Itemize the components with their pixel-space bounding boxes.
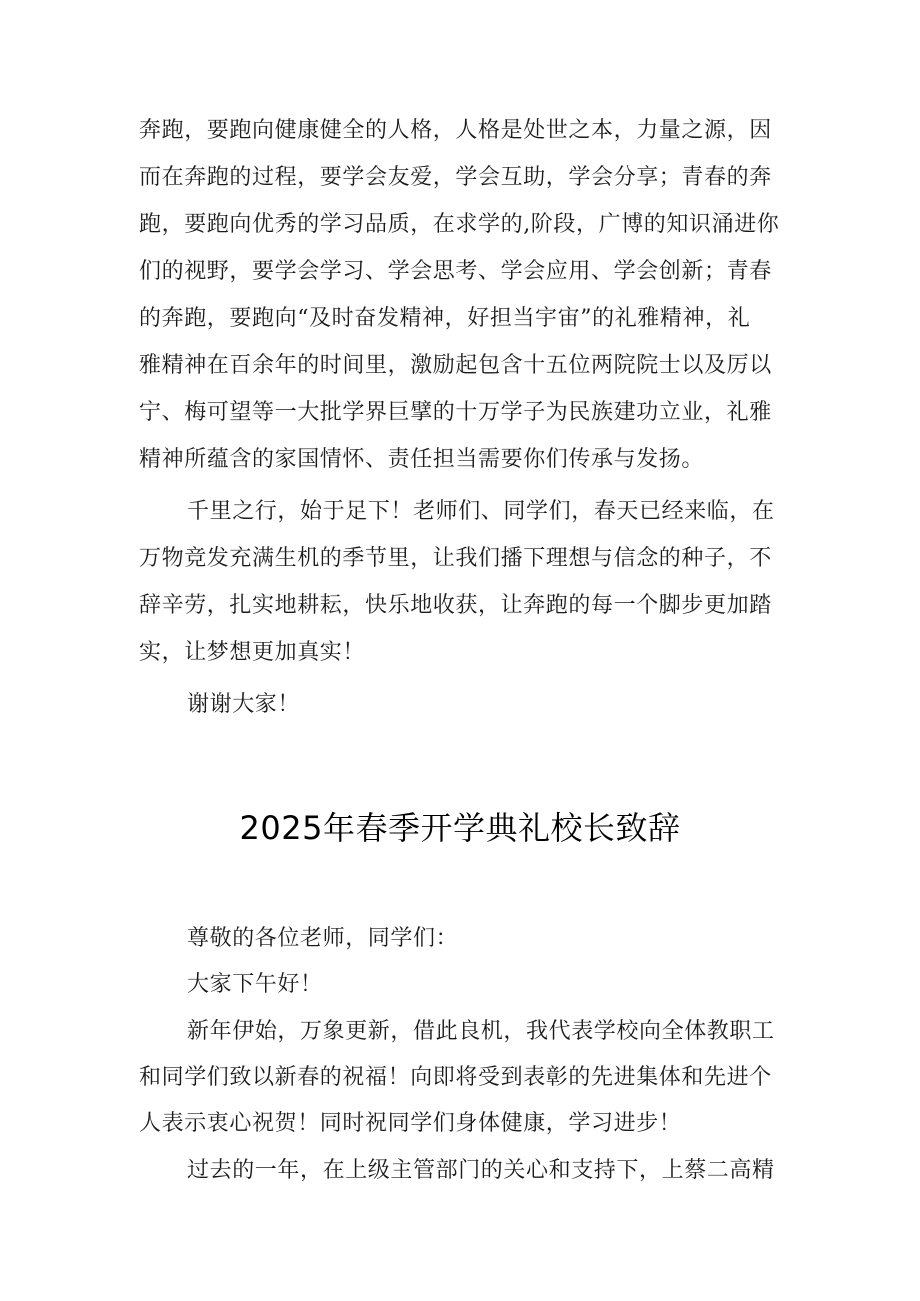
body-text-line: 宁、梅可望等一大批学界巨擘的十万学子为民族建功立业，礼雅 [139, 400, 772, 425]
greeting: 大家下午好！ [187, 972, 323, 997]
body-text-line: 精神所蕴含的家国情怀、责任担当需要你们传承与发扬。 [139, 447, 705, 472]
body-text-line: 奔跑，要跑向健康健全的人格，人格是处世之本，力量之源，因 [139, 118, 772, 143]
body-text-line: 跑，要跑向优秀的学习品质，在求学的,阶段，广博的知识涌进你 [139, 212, 780, 237]
thanks-line: 谢谢大家！ [187, 692, 301, 717]
document-title: 2025年春季开学典礼校长致辞 [239, 809, 681, 847]
body-text-line: 新年伊始，万象更新，借此良机，我代表学校向全体教职工 [187, 1019, 775, 1044]
salutation: 尊敬的各位老师，同学们： [187, 926, 459, 951]
body-text-line: 雅精神在百余年的时间里，激励起包含十五位两院院士以及厉以 [139, 353, 772, 378]
body-text-line: 们的视野，要学会学习、学会思考、学会应用、学会创新；青春 [139, 259, 772, 284]
body-text-line: 过去的一年，在上级主管部门的关心和支持下，上蔡二高精 [187, 1158, 775, 1183]
body-text-line: 和同学们致以新春的祝福！向即将受到表彰的先进集体和先进个 [139, 1065, 772, 1090]
body-text-line: 人表示衷心祝贺！同时祝同学们身体健康，学习进步！ [139, 1111, 682, 1136]
body-text-line: 而在奔跑的过程，要学会友爱，学会互助，学会分享；青春的奔 [139, 165, 772, 190]
body-text-line: 实，让梦想更加真实！ [139, 640, 366, 665]
body-text-line: 万物竞发充满生机的季节里，让我们播下理想与信念的种子，不 [139, 546, 772, 571]
body-text-line: 辞辛劳，扎实地耕耘，快乐地收获，让奔跑的每一个脚步更加踏 [139, 593, 772, 618]
body-text-line: 千里之行，始于足下！老师们、同学们，春天已经来临，在 [187, 499, 775, 524]
body-text-line: 的奔跑，要跑向“及时奋发精神，好担当宇宙”的礼雅精神，礼 [139, 306, 751, 331]
